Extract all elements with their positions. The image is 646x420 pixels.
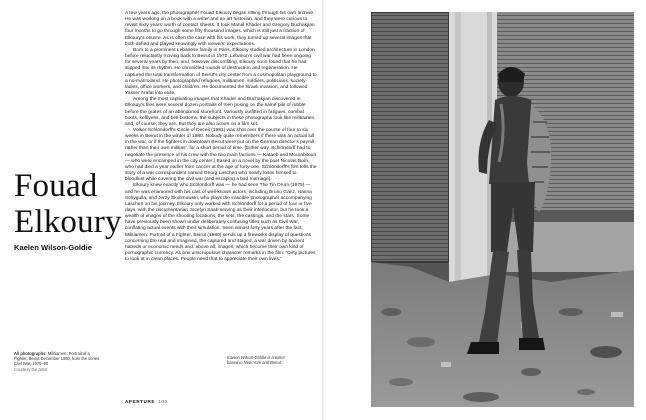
left-caption-credit: Courtesy the artist — [14, 367, 48, 372]
title-line-2: Elkoury — [14, 204, 122, 240]
body-paragraph-5: Elkoury knew exactly who Schlöndorff was — he had seen The Tin Drum (1979) — and he was enamored with his cast of well-known actors, including Bruno Ganz, Hanna Schygulla, and Jerzy Skolimowski, who plays the irascible photographer accompanying Laschen on his journey. Elkoury only worked with Schlöndorff for a period of four or five days, with the documentarian Jocelyn Saab serving as their interlocutor, but he took a wealth of images of the shooting locations, the sets, the castings, and the stars. Some have previously been shown under deliberately confusing titles such as Civil War, conflating actual events with their simulation. Seen almost forty years after the fact, Militiamen: Portrait of a Fighter, Beirut (1980) sends up a fireworks display of questions concerning the real and imagined, the captured and staged, a war driven by ancient hatreds or economic needs and, above all, images, which become their own kind of pornographic currency. As one unscrupulous character remarks in the film: “Dirty pictures to look at in clean places. People need that to appreciate their own lives.” — [125, 183, 316, 263]
body-paragraph-2: Born to a prominent Lebanese family in Paris, Elkoury studied architecture in London before reluctantly moving back to Beirut in 1970. Lebanon’s civil war had been ongoing for several years by then, and, however discomfiting, Elkoury soon found that he had slipped into its rhythm. He chronicled rounds of destruction and regeneration. He captured the total transformation of Beirut’s city center from a cosmopolitan playground to a no-man’s-land. He photographed refugees, militiamen, soldiers, politicians, society ladies, office workers, and children. He documented the Israeli invasion, and followed Yasser Arafat into exile. — [125, 47, 317, 97]
article-body — [125, 11, 317, 393]
body-paragraph-3: Among the most captivating images that Khader and Buchakjian discovered in Elkoury’s files were several dozen portraits of men posing on the same pile of rubble before the grates of an abandoned storefront. Variously outfitted in fatigues, combat boots, keffiyehs, and bell-bottoms, the subjects in these photographs look like militiamen, and, of course, they are. But they are also actors on a film set. — [125, 97, 316, 127]
photo-illustration — [371, 12, 634, 407]
article-title — [14, 168, 122, 240]
author-byline: Kaelen Wilson-Goldie — [14, 243, 92, 252]
folio-magazine: APERTURE — [125, 399, 156, 404]
militiaman-photograph — [371, 12, 634, 407]
page-gutter — [322, 0, 324, 420]
left-caption-title: All photographs: — [14, 351, 47, 356]
left-caption-body: Militiamen: Portrait of a Fighter, Beirut December 1980, from the series Civil War, 1975–90 — [14, 351, 100, 366]
left-caption — [14, 351, 104, 372]
left-shutter — [371, 12, 449, 262]
body-paragraph-4: Volker Schlöndorff’s Circle of Deceit (1981) was shot over the course of four to six weeks in Beirut in the winter of 1980. Nobody quite remembers if there was an actual lull in the war, or if the fighters in downtown Beirut were put on the German director’s payroll, rather than their own militias’, for a short period of time. (Either way, Schlöndorff had to negotiate the presence of his crew with the two main factions — Kataeb and Mourabitoun — who were encamped in the city center.) Based on a novel by the poet Nicolas Born, who had died a year earlier from cancer at the age of forty-one, Schlöndorff’s film tells the story of a war correspondent named Georg Laschen who nearly loses himself to bloodlust while covering the civil war (and escaping a bad marriage). — [125, 127, 317, 183]
folio-page-number: 109 — [158, 399, 168, 404]
folio — [125, 399, 168, 404]
body-paragraph-1: A few years ago, the photographer Fouad Elkoury began riffling through his own archive. He was working on a book with a writer and an art historian, and they were curious to revisit sixty years’ worth of contact sheets. It took Manal Khader and Gregory Buchakjian four months to go through some fifty thousand images, which is still just a fraction of Elkoury’s oeuvre. As is often the case with his work, they turned up several images that both defied and played knowingly with viewers’ expectations. — [125, 11, 315, 47]
title-line-1: Fouad — [14, 168, 98, 204]
right-caption: Kaelen Wilson-Goldie is a writer based in New York and Beirut. — [227, 355, 285, 365]
